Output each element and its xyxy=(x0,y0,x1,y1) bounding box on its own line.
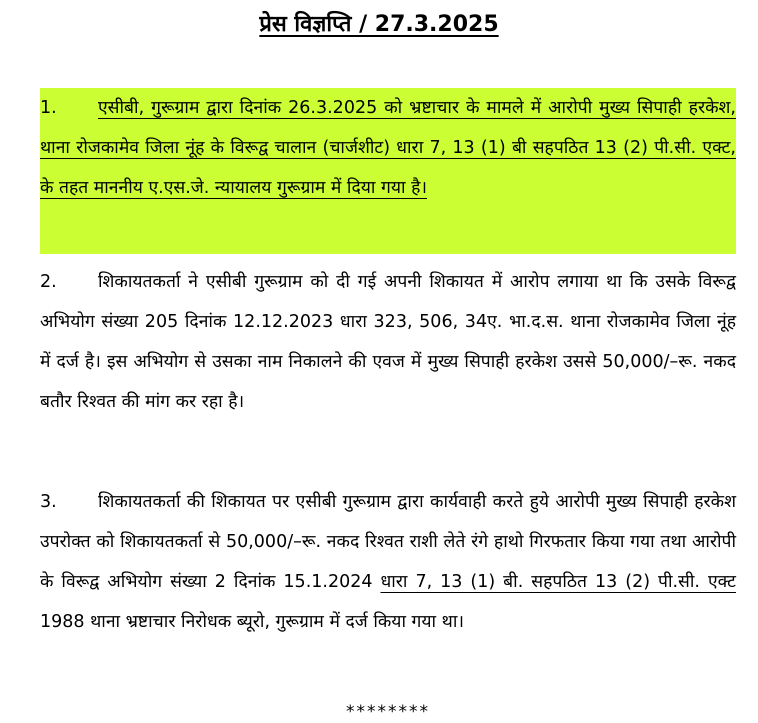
paragraph-3 xyxy=(40,482,736,642)
paragraph-3-number: 3. xyxy=(40,492,57,512)
end-marker: ******** xyxy=(346,702,430,722)
paragraph-1-text: एसीबी, गुरूग्राम द्वारा दिनांक 26.3.2025 को भ्रष्टाचार के मामले में आरोपी मुख्य सिपाही हरकेश, थाना रोजकामेव जिला नूंह के विरूद्व चालान (चार्जशीट) धारा 7, 13 (1) बी सहपठित 13 (2) पी.सी. एक्ट, के तहत माननीय ए.एस.जे. न्यायालय गुरूग्राम में दिया गया है। xyxy=(40,98,736,198)
paragraph-2-text: शिकायतकर्ता ने एसीबी गुरूग्राम को दी गई अपनी शिकायत में आरोप लगाया था कि उसके विरूद्व अभियोग संख्या 205 दिनांक 12.12.2023 धारा 323, 506, 34ए. भा.द.स. थाना रोजकामेव जिला नूंह में दर्ज है। इस अभियोग से उसका नाम निकालने की एवज में मुख्य सिपाही हरकेश उससे 50,000/–रू. नकद बतौर रिश्वत की मांग कर रहा है। xyxy=(40,272,736,412)
press-release-title xyxy=(0,8,758,42)
paragraph-2 xyxy=(40,262,736,422)
paragraph-3-text-after: 1988 थाना भ्रष्टाचार निरोधक ब्यूरो, गुरूग्राम में दर्ज किया गया था। xyxy=(40,612,464,632)
paragraph-1 xyxy=(40,88,736,254)
paragraph-3-underlined-section: धारा 7, 13 (1) बी. सहपठित 13 (2) पी.सी. एक्ट xyxy=(380,572,736,592)
title-text: प्रेस विज्ञप्ति / 27.3.2025 xyxy=(259,12,499,37)
paragraph-3-text-before: शिकायतकर्ता की शिकायत पर एसीबी गुरूग्राम द्वारा कार्यवाही करते हुये आरोपी मुख्य सिपाही हरकेश उपरोक्त को शिकायतकर्ता से 50,000/–रू. नकद रिश्वत राशी लेते रंगे हाथो गिरफतार किया गया तथा आरोपी के विरूद्व अभियोग संख्या 2 दिनांक 15.1.2024 xyxy=(40,492,736,592)
paragraph-2-number: 2. xyxy=(40,272,57,292)
paragraph-1-number: 1. xyxy=(40,98,57,118)
